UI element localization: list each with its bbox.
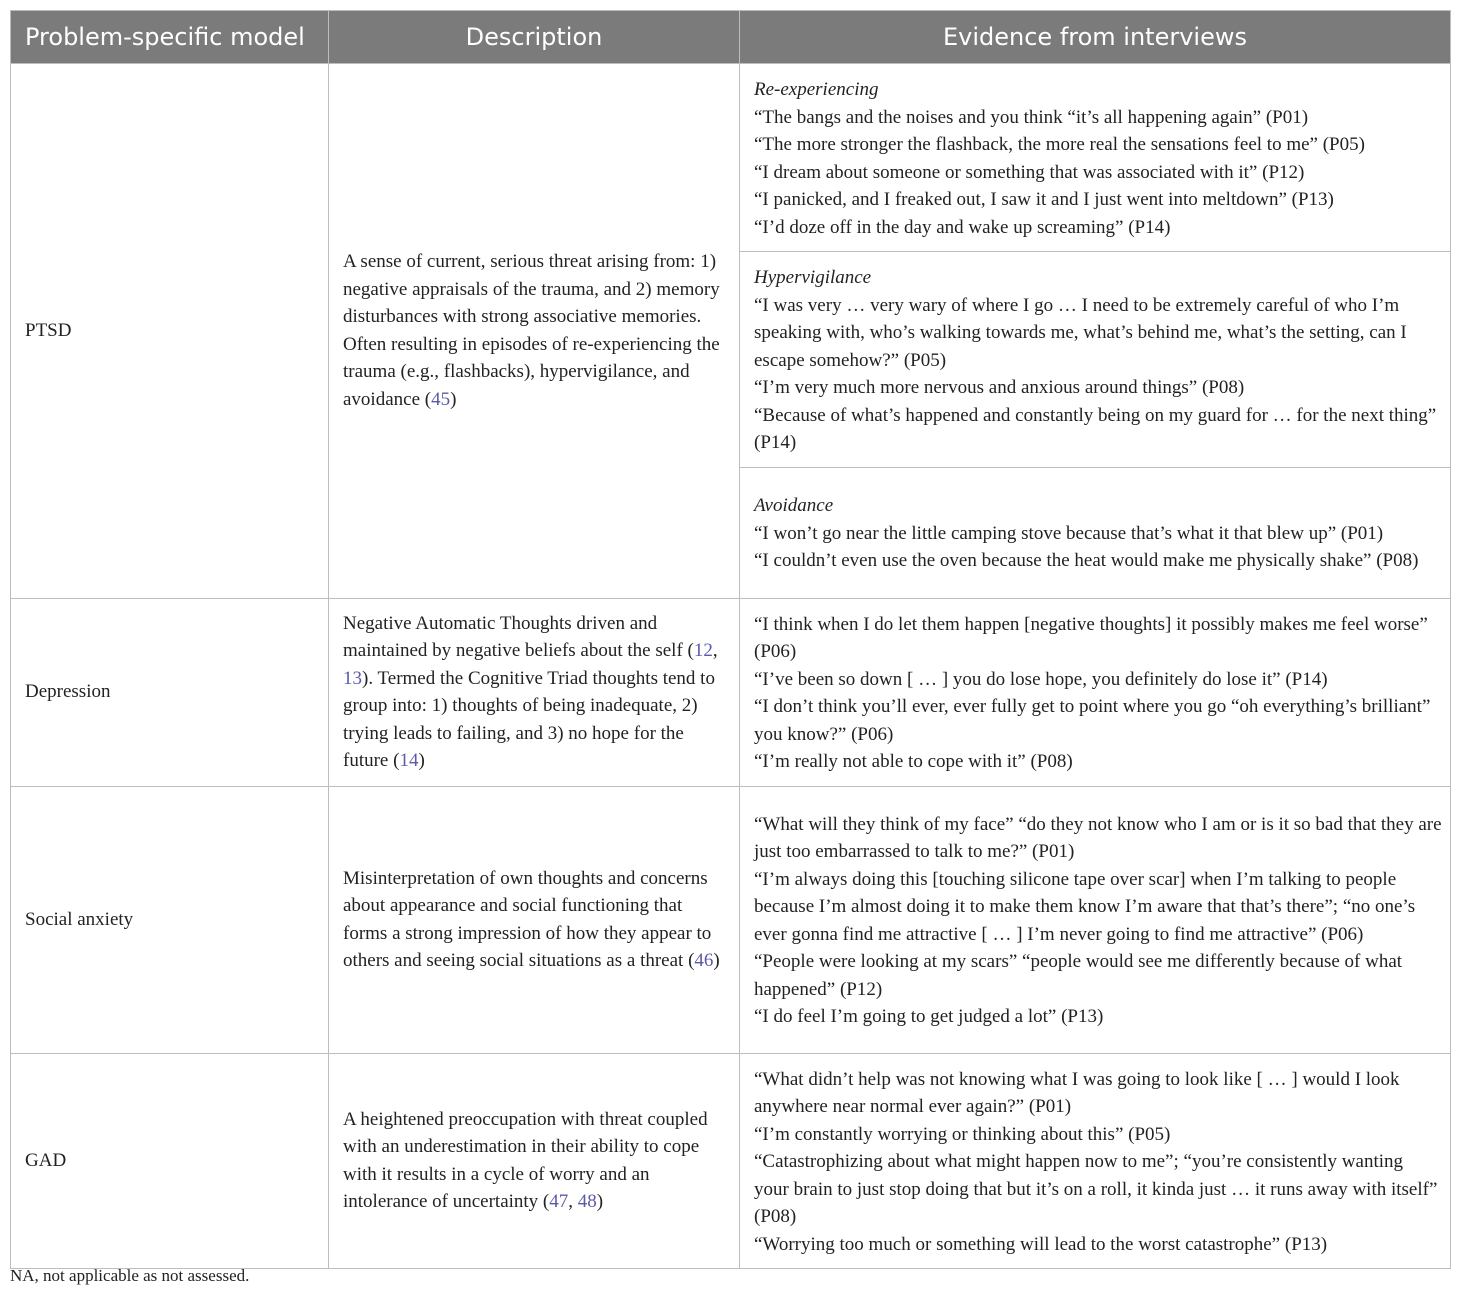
evidence-quote: “I’m really not able to cope with it” (P08) [754, 751, 1073, 772]
description-separator: , [568, 1191, 578, 1213]
evidence-quote: “I won’t go near the little camping stove because that’s what it that blew up” (P01) [754, 522, 1384, 544]
header-problem-model: Problem-specific model [11, 11, 329, 64]
evidence-quote: “I don’t think you’ll ever, ever fully get to point where you go “oh everything’s brilliant” you know?” (P06) [754, 696, 1431, 745]
evidence-quote: “I’m always doing this [touching silicone tape over scar] when I’m talking to people because I’m almost doing it to make them know I’m aware that that’s there”; “no one’s ever gonna find me attractive [ … ] I’m never going to find me attractive” (P06) [754, 868, 1416, 945]
description-text: A sense of current, serious threat arising from: 1) negative appraisals of the trauma, and 2) memory disturbances with strong associative memories. Often resulting in episodes of re-experiencing the trauma (e.g., flashbacks), hypervigilance, and avoidance ( [343, 251, 720, 410]
model-cell: Social anxiety [11, 786, 329, 1053]
table-row-ptsd [11, 64, 1451, 252]
table-header-row [11, 11, 1451, 64]
description-separator: , [712, 640, 718, 661]
reference-link[interactable]: 47 [549, 1191, 569, 1213]
description-text: ). Termed the Cognitive Triad thoughts tend to group into: 1) thoughts of being inadequate, 2) trying leads to failing, and 3) no hope for the future ( [343, 667, 715, 771]
evidence-quote: “I think when I do let them happen [negative thoughts] it possibly makes me feel worse” (P06) [754, 613, 1428, 662]
evidence-quote: “I couldn’t even use the oven because the heat would make me physically shake” (P08) [754, 550, 1419, 572]
evidence-quote: “I’ve been so down [ … ] you do lose hope, you definitely do lose it” (P14) [754, 668, 1328, 690]
evidence-category: Re-experiencing [754, 79, 879, 100]
evidence-cell [740, 252, 1451, 468]
reference-link[interactable]: 14 [399, 750, 419, 771]
reference-link[interactable]: 45 [431, 388, 451, 410]
evidence-quote: “Catastrophizing about what might happen now to me”; “you’re consistently wanting your brain to just stop doing that but it’s on a roll, it kinda just … it runs away with itself” (P08) [754, 1151, 1438, 1227]
header-description: Description [329, 11, 740, 64]
evidence-quote: “I do feel I’m going to get judged a lot” (P13) [754, 1006, 1104, 1027]
description-cell [329, 786, 740, 1053]
table-footnote: NA, not applicable as not assessed. [10, 1266, 250, 1285]
table-row-gad [11, 1053, 1451, 1269]
description-cell [329, 1053, 740, 1269]
description-tail: ) [418, 750, 425, 771]
evidence-quote: “I panicked, and I freaked out, I saw it and I just went into meltdown” (P13) [754, 189, 1334, 210]
evidence-quote: “People were looking at my scars” “people would see me differently because of what happened” (P12) [754, 951, 1403, 1000]
description-tail: ) [713, 950, 720, 971]
evidence-category: Avoidance [754, 495, 834, 517]
description-text: Misinterpretation of own thoughts and concerns about appearance and social functioning that forms a strong impression of how they appear to others and seeing social situations as a threat ( [343, 867, 712, 971]
evidence-quote: “I’d doze off in the day and wake up screaming” (P14) [754, 216, 1171, 238]
model-cell: PTSD [11, 64, 329, 599]
evidence-category: Hypervigilance [754, 267, 872, 288]
evidence-cell [740, 786, 1451, 1053]
description-cell [329, 598, 740, 786]
reference-link[interactable]: 46 [694, 950, 714, 971]
evidence-quote: “What will they think of my face” “do they not know who I am or is it so bad that they are just too embarrassed to talk to me?” (P01) [754, 813, 1442, 862]
reference-link[interactable]: 13 [343, 667, 362, 689]
table-row-depression [11, 598, 1451, 786]
evidence-cell [740, 1053, 1451, 1269]
reference-link[interactable]: 48 [577, 1191, 597, 1213]
description-cell [329, 64, 740, 599]
header-evidence: Evidence from interviews [740, 11, 1451, 64]
table-row-social-anxiety [11, 786, 1451, 1053]
description-text: A heightened preoccupation with threat coupled with an underestimation in their ability to cope with it results in a cycle of worry and an intolerance of uncertainty ( [343, 1108, 708, 1213]
description-text: Negative Automatic Thoughts driven and maintained by negative beliefs about the self ( [343, 612, 694, 661]
description-tail: ) [450, 388, 457, 410]
evidence-quote: “Worrying too much or something will lead to the worst catastrophe” (P13) [754, 1233, 1328, 1255]
evidence-cell [740, 467, 1451, 598]
evidence-quote: “Because of what’s happened and constantly being on my guard for … for the next thing” (P14) [754, 404, 1437, 453]
evidence-quote: “I’m very much more nervous and anxious around things” (P08) [754, 377, 1245, 398]
evidence-quote: “I was very … very wary of where I go … I need to be extremely careful of who I’m speaking with, who’s walking towards me, what’s behind me, what’s the setting, can I escape somehow?” (P05) [754, 294, 1407, 371]
evidence-quote: “The bangs and the noises and you think “it’s all happening again” (P01) [754, 106, 1309, 128]
evidence-table [10, 10, 1451, 1269]
evidence-quote: “What didn’t help was not knowing what I was going to look like [ … ] would I look anywhere near normal ever again?” (P01) [754, 1068, 1400, 1117]
evidence-quote: “The more stronger the flashback, the more real the sensations feel to me” (P05) [754, 134, 1365, 155]
evidence-quote: “I dream about someone or something that was associated with it” (P12) [754, 161, 1305, 183]
evidence-cell [740, 64, 1451, 252]
evidence-quote: “I’m constantly worrying or thinking about this” (P05) [754, 1123, 1171, 1145]
model-cell: Depression [11, 598, 329, 786]
evidence-cell [740, 598, 1451, 786]
reference-link[interactable]: 12 [693, 640, 713, 661]
model-cell: GAD [11, 1053, 329, 1269]
description-tail: ) [596, 1191, 604, 1213]
